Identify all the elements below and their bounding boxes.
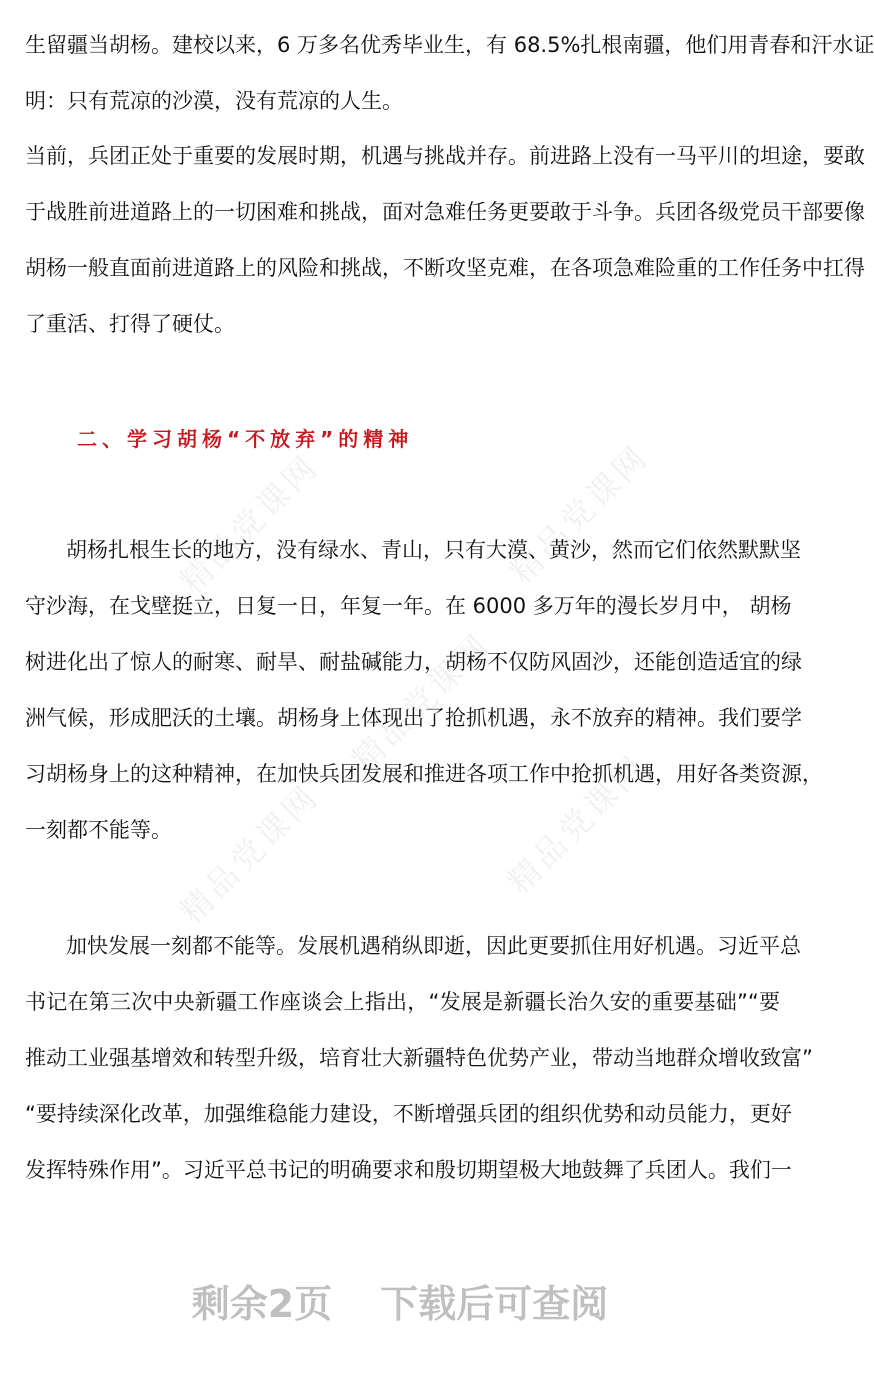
paragraph-line: 习胡杨身上的这种精神，在加快兵团发展和推进各项工作中抢抓机遇，用好各类资源， [25, 762, 823, 786]
paragraph-line: 于战胜前进道路上的一切困难和挑战，面对急难任务更要敢于斗争。兵团各级党员干部要像 [25, 200, 865, 224]
watermark: 精品党课网 [500, 746, 655, 902]
paragraph-line: 胡杨扎根生长的地方，没有绿水、青山，只有大漠、黄沙，然而它们依然默默坚 [66, 538, 801, 562]
paragraph-line: 生留疆当胡杨。建校以来，6 万多名优秀毕业生，有 68.5%扎根南疆，他们用青春和汗水证 [25, 33, 874, 57]
paragraph-line: 书记在第三次中央新疆工作座谈会上指出，“发展是新疆长治久安的重要基础”“要 [25, 990, 780, 1014]
remaining-pages-label: 剩余2页 [191, 1282, 333, 1326]
paragraph-line: 明：只有荒凉的沙漠，没有荒凉的人生。 [25, 89, 403, 113]
paragraph-line: “要持续深化改革，加强维稳能力建设，不断增强兵团的组织优势和动员能力，更好 [25, 1102, 792, 1126]
paragraph-line: 加快发展一刻都不能等。发展机遇稍纵即逝，因此更要抓住用好机遇。习近平总 [66, 934, 801, 958]
paragraph-line: 推动工业强基增效和转型升级，培育壮大新疆特色优势产业，带动当地群众增收致富” [25, 1046, 813, 1070]
download-to-view-label: 下载后可查阅 [380, 1282, 609, 1326]
paragraph-line: 一刻都不能等。 [25, 818, 172, 842]
watermark: 精品党课网 [172, 446, 327, 602]
watermark: 精品党课网 [344, 624, 499, 780]
paragraph-line: 了重活、打得了硬仗。 [25, 312, 235, 336]
paragraph-line: 守沙海，在戈壁挺立，日复一日，年复一年。在 6000 多万年的漫长岁月中， 胡杨 [25, 594, 792, 618]
section-heading: 二、学习胡杨“不放弃”的精神 [77, 427, 414, 451]
watermark: 精品党课网 [172, 776, 327, 932]
paragraph-line: 洲气候，形成肥沃的土壤。胡杨身上体现出了抢抓机遇，永不放弃的精神。我们要学 [25, 706, 802, 730]
paragraph-line: 发挥特殊作用”。习近平总书记的明确要求和殷切期望极大地鼓舞了兵团人。我们一 [25, 1158, 792, 1182]
paragraph-line: 当前，兵团正处于重要的发展时期，机遇与挑战并存。前进路上没有一马平川的坦途，要敢 [25, 144, 865, 168]
paragraph-line: 树进化出了惊人的耐寒、耐旱、耐盐碱能力，胡杨不仅防风固沙，还能创造适宜的绿 [25, 650, 802, 674]
paragraph-line: 胡杨一般直面前进道路上的风险和挑战，不断攻坚克难，在各项急难险重的工作任务中扛得 [25, 256, 865, 280]
download-prompt-banner[interactable] [0, 1278, 800, 1330]
watermark: 精品党课网 [502, 436, 657, 592]
